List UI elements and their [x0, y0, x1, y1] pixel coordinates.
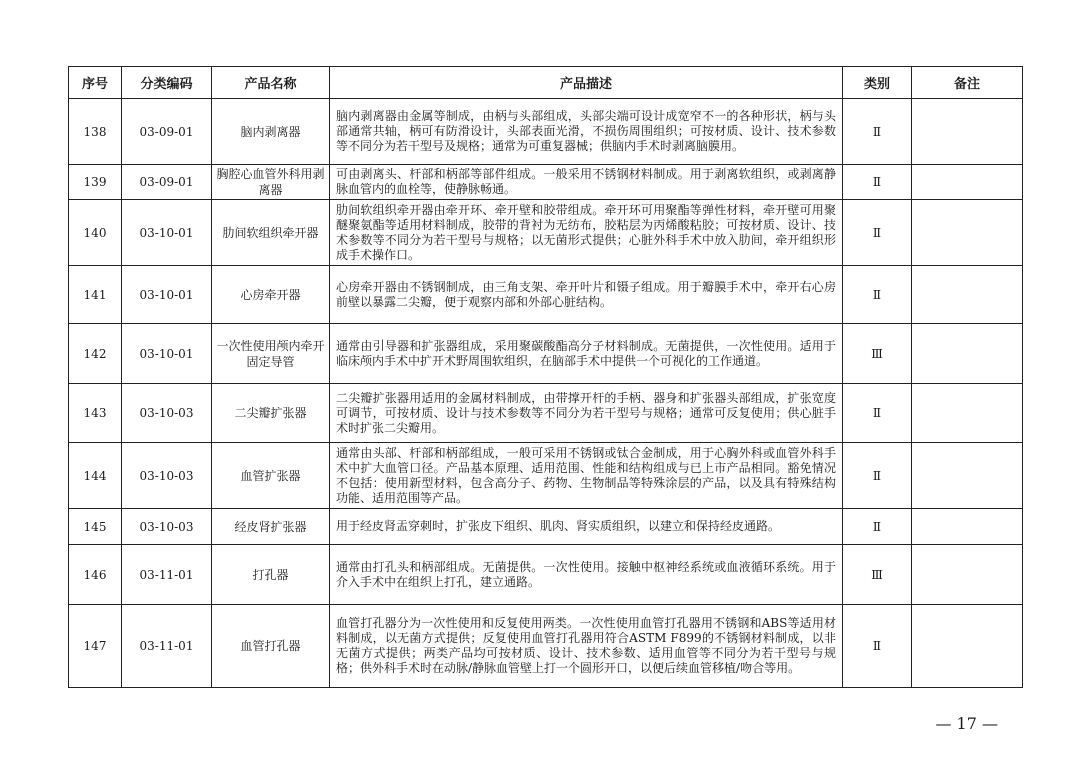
row-category: Ⅱ	[843, 99, 912, 165]
row-name: 肋间软组织牵开器	[212, 200, 330, 266]
row-description: 可由剥离头、杆部和柄部等部件组成。一般采用不锈钢材料制成。用于剥离软组织，或剥离静脉血管内的血栓等，使静脉畅通。	[330, 165, 843, 200]
row-name: 心房牵开器	[212, 266, 330, 324]
row-remark	[912, 384, 1023, 443]
row-index: 141	[69, 266, 122, 324]
row-category: Ⅱ	[843, 165, 912, 200]
table-row	[69, 200, 1023, 266]
row-code: 03-10-03	[122, 509, 212, 545]
row-category: Ⅱ	[843, 384, 912, 443]
header-category: 类别	[843, 67, 912, 99]
row-description: 通常由引导器和扩张器组成，采用聚碳酸酯高分子材料制成。无菌提供，一次性使用。适用于临床颅内手术中扩开术野周围软组织，在脑部手术中提供一个可视化的工作通道。	[330, 324, 843, 384]
row-name: 打孔器	[212, 545, 330, 605]
row-remark	[912, 99, 1023, 165]
row-index: 143	[69, 384, 122, 443]
row-description: 血管打孔器分为一次性使用和反复使用两类。一次性使用血管打孔器用不锈钢和ABS等适用材料制成，以无菌方式提供；反复使用血管打孔器用符合ASTM F899的不锈钢材料制成，以非无菌方式提供；两类产品均可按材质、设计、技术参数、适用血管等不同分为若干型号与规格；供外科手术时在动脉/静脉血管壁上打一个圆形开口，以便后续血管移植/吻合等用。	[330, 605, 843, 688]
row-remark	[912, 443, 1023, 509]
row-remark	[912, 545, 1023, 605]
page-number: — 17 —	[935, 714, 998, 733]
row-description: 肋间软组织牵开器由牵开环、牵开壁和胶带组成。牵开环可用聚酯等弹性材料，牵开壁可用聚醚聚氨酯等适用材料制成，胶带的背衬为无纺布，胶粘层为丙烯酸粘胶；可按材质、设计、技术参数等不同分为若干型号与规格；以无菌形式提供；心脏外科手术中放入肋间，牵开组织形成手术操作口。	[330, 200, 843, 266]
table-row	[69, 384, 1023, 443]
row-category: Ⅱ	[843, 266, 912, 324]
row-remark	[912, 509, 1023, 545]
row-description: 二尖瓣扩张器用适用的金属材料制成，由带撑开杆的手柄、器身和扩张器头部组成，扩张宽度可调节，可按材质、设计与技术参数等不同分为若干型号与规格；通常可反复使用；供心脏手术时扩张二尖瓣用。	[330, 384, 843, 443]
row-code: 03-11-01	[122, 545, 212, 605]
header-name: 产品名称	[212, 67, 330, 99]
row-description: 通常由打孔头和柄部组成。无菌提供。一次性使用。接触中枢神经系统或血液循环系统。用于介入手术中在组织上打孔，建立通路。	[330, 545, 843, 605]
row-name: 脑内剥离器	[212, 99, 330, 165]
row-index: 144	[69, 443, 122, 509]
row-code: 03-10-01	[122, 266, 212, 324]
row-description: 用于经皮肾盂穿刺时，扩张皮下组织、肌肉、肾实质组织，以建立和保持经皮通路。	[330, 509, 843, 545]
row-name: 经皮肾扩张器	[212, 509, 330, 545]
header-description: 产品描述	[330, 67, 843, 99]
row-name: 二尖瓣扩张器	[212, 384, 330, 443]
row-remark	[912, 165, 1023, 200]
row-index: 138	[69, 99, 122, 165]
row-index: 147	[69, 605, 122, 688]
row-category: Ⅱ	[843, 509, 912, 545]
row-category: Ⅲ	[843, 324, 912, 384]
row-code: 03-11-01	[122, 605, 212, 688]
row-code: 03-10-03	[122, 384, 212, 443]
row-description: 心房牵开器由不锈钢制成，由三角支架、牵开叶片和镊子组成。用于瓣膜手术中，牵开右心房前壁以暴露二尖瓣，便于观察内部和外部心脏结构。	[330, 266, 843, 324]
row-name: 胸腔心血管外科用剥离器	[212, 165, 330, 200]
row-index: 139	[69, 165, 122, 200]
row-name: 一次性使用颅内牵开固定导管	[212, 324, 330, 384]
row-category: Ⅱ	[843, 200, 912, 266]
row-code: 03-10-03	[122, 443, 212, 509]
row-index: 140	[69, 200, 122, 266]
table-header-row	[69, 67, 1023, 99]
row-remark	[912, 324, 1023, 384]
row-index: 142	[69, 324, 122, 384]
row-name: 血管打孔器	[212, 605, 330, 688]
header-code: 分类编码	[122, 67, 212, 99]
header-remark: 备注	[912, 67, 1023, 99]
product-table	[68, 66, 1023, 688]
row-category: Ⅲ	[843, 545, 912, 605]
row-index: 146	[69, 545, 122, 605]
table-row	[69, 266, 1023, 324]
row-name: 血管扩张器	[212, 443, 330, 509]
row-index: 145	[69, 509, 122, 545]
table-row	[69, 99, 1023, 165]
table-row	[69, 605, 1023, 688]
row-code: 03-09-01	[122, 99, 212, 165]
row-category: Ⅱ	[843, 605, 912, 688]
row-code: 03-10-01	[122, 324, 212, 384]
table-row	[69, 509, 1023, 545]
table-row	[69, 165, 1023, 200]
row-description: 通常由头部、杆部和柄部组成，一般可采用不锈钢或钛合金制成，用于心胸外科或血管外科手术中扩大血管口径。产品基本原理、适用范围、性能和结构组成与已上市产品相同。豁免情况不包括：使用新型材料，包含高分子、药物、生物制品等特殊涂层的产品，以及具有特殊结构功能、适用范围等产品。	[330, 443, 843, 509]
header-index: 序号	[69, 67, 122, 99]
row-description: 脑内剥离器由金属等制成，由柄与头部组成，头部尖端可设计成宽窄不一的各种形状，柄与头部通常共轴，柄可有防滑设计，头部表面光滑，不损伤周围组织；可按材质、设计、技术参数等不同分为若干型号及规格；通常为可重复器械；供脑内手术时剥离脑膜用。	[330, 99, 843, 165]
row-code: 03-10-01	[122, 200, 212, 266]
row-code: 03-09-01	[122, 165, 212, 200]
table-row	[69, 443, 1023, 509]
table-row	[69, 324, 1023, 384]
row-remark	[912, 200, 1023, 266]
table-row	[69, 545, 1023, 605]
row-remark	[912, 266, 1023, 324]
row-category: Ⅱ	[843, 443, 912, 509]
row-remark	[912, 605, 1023, 688]
